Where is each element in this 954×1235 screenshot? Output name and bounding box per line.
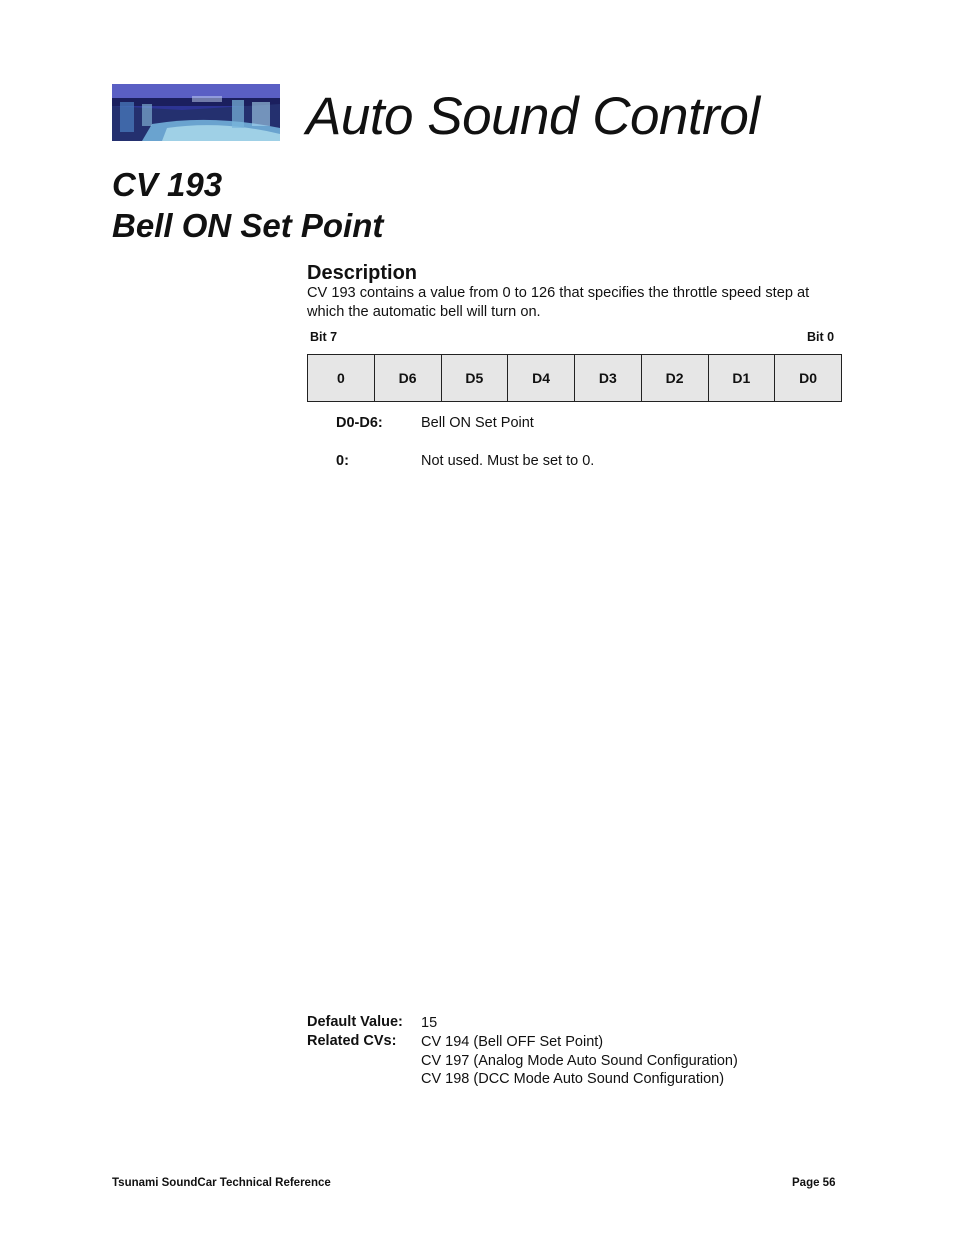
related-cv-item: CV 197 (Analog Mode Auto Sound Configuration): [421, 1052, 738, 1069]
bit-low-label: Bit 0: [807, 330, 835, 344]
bit-cell-3: D3: [575, 355, 642, 402]
default-value-label: Default Value:: [307, 1014, 403, 1030]
bit-cell-2: D2: [641, 355, 708, 402]
related-cvs-list: [421, 1033, 738, 1089]
related-cv-item: CV 198 (DCC Mode Auto Sound Configuration): [421, 1071, 725, 1088]
bit-row: [308, 355, 842, 402]
related-cvs-label: Related CVs:: [307, 1033, 397, 1049]
cv-title: [112, 164, 383, 246]
definition-desc: Bell ON Set Point: [421, 415, 534, 431]
bit-cell-6: D6: [374, 355, 441, 402]
bit-cell-7: 0: [308, 355, 375, 402]
railcar-interior-photo-icon: [112, 84, 280, 141]
definition-desc: Not used. Must be set to 0.: [421, 453, 595, 469]
footer-document-title: Tsunami SoundCar Technical Reference: [112, 1177, 331, 1189]
description-heading: Description: [307, 262, 418, 284]
related-cv-item: CV 194 (Bell OFF Set Point): [421, 1034, 604, 1050]
bit-high-label: Bit 7: [310, 330, 338, 344]
description-text: CV 193 contains a value from 0 to 126 that specifies the throttle speed step at which the automatic bell will turn on.: [307, 285, 810, 320]
page-title: Auto Sound Control: [306, 87, 760, 146]
footer-page-number: Page 56: [792, 1177, 836, 1189]
cv-name: Bell ON Set Point: [112, 207, 384, 244]
bit-cell-1: D1: [708, 355, 775, 402]
bit-cell-5: D5: [441, 355, 508, 402]
bit-cell-0: D0: [775, 355, 842, 402]
bit-cell-4: D4: [508, 355, 575, 402]
default-value: 15: [421, 1015, 438, 1031]
definition-term: D0-D6:: [336, 415, 383, 431]
cv-number: CV 193: [112, 166, 223, 203]
header-image: [112, 84, 280, 141]
bit-table: [307, 354, 842, 402]
definition-term: 0:: [336, 453, 349, 469]
